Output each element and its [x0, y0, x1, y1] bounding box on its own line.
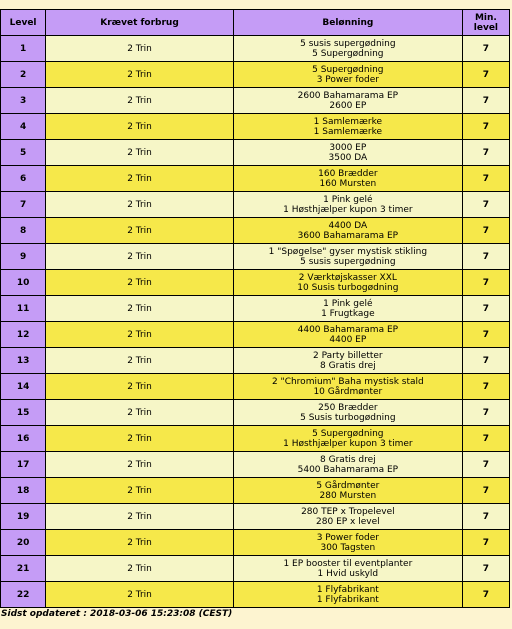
cost-cell: 2 Trin [46, 400, 233, 425]
level-cell: 14 [1, 374, 45, 399]
reward-line: 3600 Bahamarama EP [297, 230, 399, 241]
reward-cell [234, 582, 462, 607]
reward-line: 8 Gratis drej [320, 360, 376, 371]
level-cell: 2 [1, 62, 45, 87]
reward-line: 280 Mursten [319, 490, 377, 501]
table-row [1, 114, 509, 139]
level-cell: 19 [1, 504, 45, 529]
min-level-cell: 7 [463, 270, 509, 295]
table-row [1, 192, 509, 217]
cost-cell: 2 Trin [46, 62, 233, 87]
min-level-cell: 7 [463, 114, 509, 139]
level-cell: 5 [1, 140, 45, 165]
reward-line: 5 susis supergødning [300, 256, 396, 267]
min-level-cell: 7 [463, 400, 509, 425]
table-row [1, 452, 509, 477]
reward-line: 1 Pink gelé [323, 298, 373, 309]
level-cell: 7 [1, 192, 45, 217]
level-cell: 1 [1, 36, 45, 61]
cost-cell: 2 Trin [46, 322, 233, 347]
header-min-level [463, 10, 509, 35]
table-row [1, 296, 509, 321]
reward-line: 2 Værktøjskasser XXL [298, 272, 397, 283]
level-cell: 9 [1, 244, 45, 269]
last-updated-text: Sidst opdateret : 2018-03-06 15:23:08 (CEST) [1, 609, 233, 619]
reward-line: 1 Flyfabrikant [316, 594, 379, 605]
level-cell: 20 [1, 530, 45, 555]
reward-line: 160 Brædder [318, 168, 378, 179]
level-cell: 18 [1, 478, 45, 503]
level-cell: 13 [1, 348, 45, 373]
reward-line: 5 Supergødning [312, 428, 384, 439]
level-cell: 12 [1, 322, 45, 347]
reward-line: 160 Mursten [319, 178, 377, 189]
reward-cell [234, 114, 462, 139]
reward-line: 2 Party billetter [313, 350, 383, 361]
header-min-level-line2: level [473, 22, 499, 33]
table-row [1, 478, 509, 503]
min-level-cell: 7 [463, 88, 509, 113]
cost-cell: 2 Trin [46, 114, 233, 139]
min-level-cell: 7 [463, 62, 509, 87]
min-level-cell: 7 [463, 556, 509, 581]
reward-cell [234, 322, 462, 347]
table-row [1, 166, 509, 191]
level-cell: 22 [1, 582, 45, 607]
reward-line: 300 Tagsten [320, 542, 376, 553]
reward-line: 2600 EP [329, 100, 367, 111]
min-level-cell: 7 [463, 452, 509, 477]
reward-line: 4400 DA [328, 220, 368, 231]
cost-cell: 2 Trin [46, 192, 233, 217]
table-row [1, 374, 509, 399]
reward-line: 5 Supergødning [312, 64, 384, 75]
min-level-cell: 7 [463, 322, 509, 347]
reward-cell [234, 400, 462, 425]
cost-cell: 2 Trin [46, 478, 233, 503]
reward-cell [234, 374, 462, 399]
reward-cell [234, 530, 462, 555]
reward-cell [234, 166, 462, 191]
min-level-cell: 7 [463, 478, 509, 503]
reward-line: 250 Brædder [318, 402, 378, 413]
reward-line: 1 Høsthjælper kupon 3 timer [283, 438, 413, 449]
level-cell: 17 [1, 452, 45, 477]
table-row [1, 36, 509, 61]
level-cell: 10 [1, 270, 45, 295]
reward-line: 2600 Bahamarama EP [297, 90, 399, 101]
reward-cell [234, 62, 462, 87]
min-level-cell: 7 [463, 348, 509, 373]
reward-cell [234, 426, 462, 451]
reward-line: 5 Susis turbogødning [300, 412, 396, 423]
reward-line: 1 Samlemærke [313, 116, 383, 127]
reward-cell [234, 452, 462, 477]
min-level-cell: 7 [463, 218, 509, 243]
reward-line: 280 EP x level [316, 516, 380, 527]
table-body [1, 36, 509, 607]
header-cost: Krævet forbrug [46, 10, 233, 35]
cost-cell: 2 Trin [46, 140, 233, 165]
reward-line: 5 susis supergødning [300, 38, 396, 49]
reward-line: 3000 EP [329, 142, 367, 153]
cost-cell: 2 Trin [46, 426, 233, 451]
table-row [1, 62, 509, 87]
min-level-cell: 7 [463, 426, 509, 451]
reward-cell [234, 244, 462, 269]
level-cell: 6 [1, 166, 45, 191]
cost-cell: 2 Trin [46, 244, 233, 269]
cost-cell: 2 Trin [46, 296, 233, 321]
min-level-cell: 7 [463, 582, 509, 607]
level-cell: 3 [1, 88, 45, 113]
cost-cell: 2 Trin [46, 348, 233, 373]
table-row [1, 322, 509, 347]
min-level-cell: 7 [463, 244, 509, 269]
cost-cell: 2 Trin [46, 270, 233, 295]
cost-cell: 2 Trin [46, 218, 233, 243]
reward-cell [234, 218, 462, 243]
table-row [1, 348, 509, 373]
reward-line: 8 Gratis drej [320, 454, 376, 465]
reward-cell [234, 296, 462, 321]
table-row [1, 140, 509, 165]
cost-cell: 2 Trin [46, 374, 233, 399]
reward-line: 3 Power foder [316, 532, 379, 543]
min-level-cell: 7 [463, 140, 509, 165]
reward-line: 1 Høsthjælper kupon 3 timer [283, 204, 413, 215]
reward-line: 1 EP booster til eventplanter [283, 558, 413, 569]
cost-cell: 2 Trin [46, 452, 233, 477]
reward-cell [234, 192, 462, 217]
reward-cell [234, 140, 462, 165]
rewards-table [0, 9, 510, 608]
reward-cell [234, 348, 462, 373]
min-level-cell: 7 [463, 504, 509, 529]
level-cell: 21 [1, 556, 45, 581]
rewards-table-container [0, 9, 510, 608]
table-row [1, 582, 509, 607]
reward-line: 3500 DA [328, 152, 368, 163]
min-level-cell: 7 [463, 36, 509, 61]
header-min-level-line1: Min. [474, 12, 497, 23]
reward-line: 1 Samlemærke [313, 126, 383, 137]
cost-cell: 2 Trin [46, 36, 233, 61]
level-cell: 8 [1, 218, 45, 243]
table-row [1, 504, 509, 529]
min-level-cell: 7 [463, 296, 509, 321]
reward-line: 10 Susis turbogødning [297, 282, 399, 293]
reward-line: 5400 Bahamarama EP [297, 464, 399, 475]
reward-line: 1 Hvid uskyld [317, 568, 379, 579]
reward-line: 4400 EP [329, 334, 367, 345]
reward-line: 2 "Chromium" Baha mystisk stald [271, 376, 424, 387]
level-cell: 16 [1, 426, 45, 451]
reward-line: 5 Supergødning [312, 48, 384, 59]
reward-line: 3 Power foder [316, 74, 379, 85]
min-level-cell: 7 [463, 530, 509, 555]
reward-cell [234, 504, 462, 529]
table-row [1, 556, 509, 581]
reward-cell [234, 478, 462, 503]
reward-line: 280 TEP x Tropelevel [301, 506, 395, 517]
cost-cell: 2 Trin [46, 166, 233, 191]
cost-cell: 2 Trin [46, 582, 233, 607]
min-level-cell: 7 [463, 374, 509, 399]
table-row [1, 426, 509, 451]
table-row [1, 218, 509, 243]
reward-cell [234, 36, 462, 61]
reward-cell [234, 556, 462, 581]
table-row [1, 530, 509, 555]
level-cell: 11 [1, 296, 45, 321]
table-row [1, 88, 509, 113]
reward-cell [234, 88, 462, 113]
level-cell: 4 [1, 114, 45, 139]
table-row [1, 400, 509, 425]
reward-cell [234, 270, 462, 295]
level-cell: 15 [1, 400, 45, 425]
cost-cell: 2 Trin [46, 530, 233, 555]
header-level: Level [1, 10, 45, 35]
reward-line: 10 Gårdmønter [313, 386, 383, 397]
reward-line: 1 Flyfabrikant [316, 584, 379, 595]
reward-line: 1 Pink gelé [323, 194, 373, 205]
reward-line: 5 Gårdmønter [316, 480, 380, 491]
min-level-cell: 7 [463, 192, 509, 217]
table-row [1, 244, 509, 269]
cost-cell: 2 Trin [46, 556, 233, 581]
reward-line: 4400 Bahamarama EP [297, 324, 399, 335]
table-header-row [1, 10, 509, 35]
reward-line: 1 Frugtkage [321, 308, 375, 319]
cost-cell: 2 Trin [46, 88, 233, 113]
table-row [1, 270, 509, 295]
reward-line: 1 "Spøgelse" gyser mystisk stikling [268, 246, 428, 257]
cost-cell: 2 Trin [46, 504, 233, 529]
min-level-cell: 7 [463, 166, 509, 191]
header-reward: Belønning [234, 10, 462, 35]
